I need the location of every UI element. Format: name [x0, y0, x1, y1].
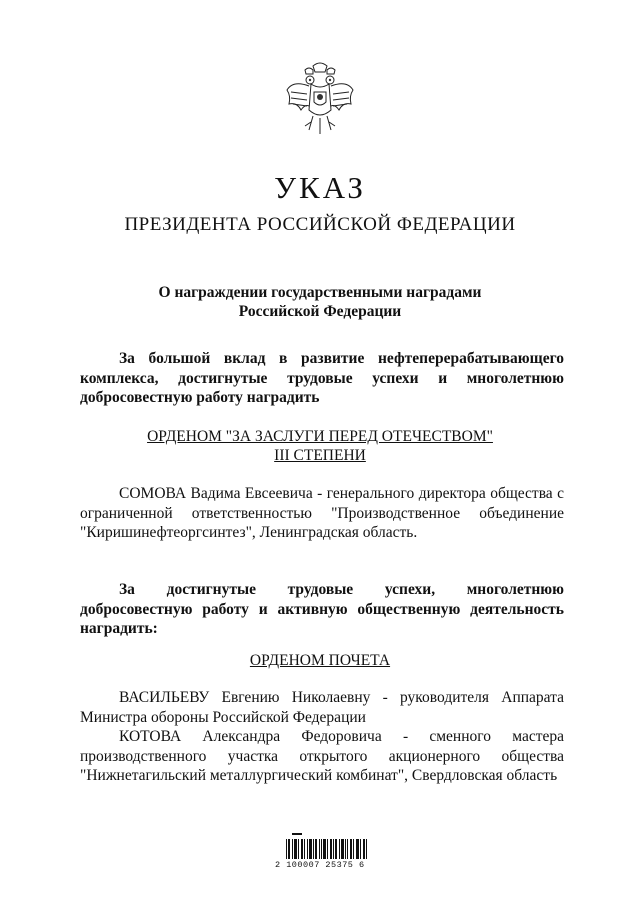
coat-of-arms-icon: [283, 60, 357, 140]
decree-heading: [0, 283, 640, 321]
document-title: УКАЗ: [274, 170, 366, 205]
decree-heading-line-1: О награждении государственными наградами: [158, 284, 482, 301]
award-2-title: ОРДЕНОМ ПОЧЕТА: [249, 652, 391, 669]
intro-paragraph-1: За большой вклад в развитие нефтеперерабатывающего комплекса, достигнутые трудовые успехи и многолетнюю добросовестную работу наградить: [80, 350, 564, 406]
intro-paragraph-2: За достигнутые трудовые успехи, многолетнюю добросовестную работу и активную общественную деятельность наградить:: [80, 581, 564, 637]
award-1-title: [0, 427, 640, 465]
award-1-line-1: ОРДЕНОМ "ЗА ЗАСЛУГИ ПЕРЕД ОТЕЧЕСТВОМ": [147, 428, 493, 445]
recipient-vasilyeva: ВАСИЛЬЕВУ Евгению Николаевну - руководителя Аппарата Министра обороны Российской Федерации: [80, 689, 564, 726]
recipient-kotov: КОТОВА Александра Федоровича - сменного мастера производственного участка открытого акционерного общества "Нижнетагильский металлургический комбинат", Свердловская область: [80, 728, 564, 784]
barcode-number: 2 100007 25375 6: [275, 860, 365, 870]
recipient-somov: СОМОВА Вадима Евсеевича - генерального директора общества с ограниченной ответственностью "Производственное объединение "Киришинефтеоргсинтез", Ленинградская область.: [80, 485, 564, 541]
barcode-icon: [284, 831, 370, 877]
decree-heading-line-2: Российской Федерации: [238, 303, 402, 320]
award-1-line-2: III СТЕПЕНИ: [274, 447, 366, 464]
document-subtitle: ПРЕЗИДЕНТА РОССИЙСКОЙ ФЕДЕРАЦИИ: [124, 214, 516, 235]
